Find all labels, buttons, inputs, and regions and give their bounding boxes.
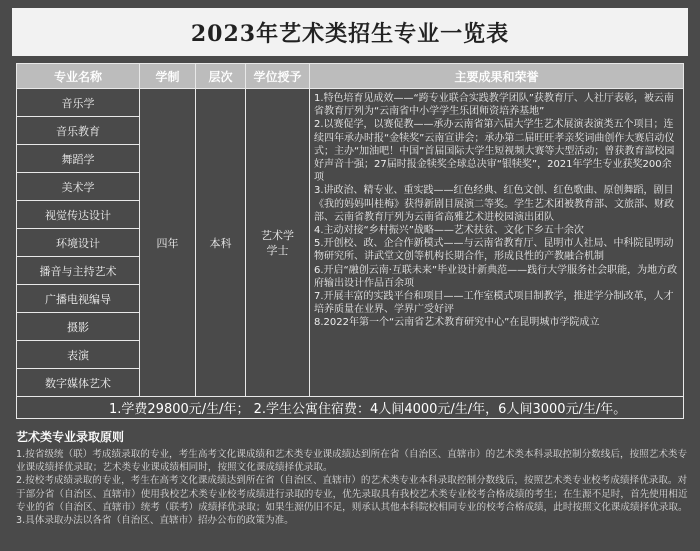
achievement-item: 4.主动对接“乡村振兴”战略——艺术扶贫、文化下乡五十余次 — [314, 225, 584, 237]
degree-cell — [246, 89, 310, 396]
page-title: 2023年艺术类招生专业一览表 — [190, 20, 510, 47]
achievement-item: 2.以赛促学，以赛促教——承办云南省第六届大学生艺术展演表演类五个项目；连续四年承办时报“金犊奖”云南宣讲会；承办第二届旺旺孝亲奖词曲创作大赛启动仪式；主办“加油吧！中国”首届国际大学生短视频大赛等大型活动；曾获教育部校园好声音十强；27届时报金犊奖全球总决审“银犊奖”，2021年学生专业获奖200余项 — [314, 119, 675, 184]
principles-heading: 艺术类专业录取原则 — [16, 430, 125, 444]
table-header-row — [17, 64, 683, 88]
achievement-item: 5.开创校、政、企合作新模式——与云南省教育厅、昆明市人社局、中科院昆明动物研究所、讲武堂文创等机构长期合作，形成良性的产教融合机制 — [314, 238, 674, 263]
major-item: 广播电视编导 — [17, 285, 139, 313]
header-duration: 学制 — [140, 64, 196, 88]
majors-column — [17, 89, 140, 396]
major-item: 音乐教育 — [17, 117, 139, 145]
title-banner — [12, 8, 688, 56]
achievement-item: 1.特色培育见成效——“跨专业联合实践教学团队”获教育厅、人社厅表彰，被云南省教育厅列为“云南省中小学学生乐团师资培养基地” — [314, 93, 674, 118]
achievements-cell — [310, 89, 683, 396]
major-item: 播音与主持艺术 — [17, 257, 139, 285]
duration-cell: 四年 — [140, 89, 196, 396]
major-item: 摄影 — [17, 313, 139, 341]
achievement-item: 8.2022年第一个“云南省艺术教育研究中心”在昆明城市学院成立 — [314, 317, 600, 329]
major-item: 舞蹈学 — [17, 145, 139, 173]
achievement-item: 7.开展丰富的实践平台和项目——工作室模式项目制教学，推进学分制改革，人才培养质量在业界、学界广受好评 — [314, 291, 674, 316]
major-item: 环境设计 — [17, 229, 139, 257]
fees-row: 1.学费29800元/生/年； 2.学生公寓住宿费：4人间4000元/生/年，6人间3000元/生/年。 — [17, 396, 683, 418]
principle-item: 2.按校考成绩录取的专业，考生在高考文化课成绩达到所在省（自治区、直辖市）的艺术类专业本科录取控制分数线后，按照艺术类专业校考成绩择优录取。对于部分省（自治区、直辖市）使用我校艺术类专业校考成绩进行录取的专业，优先录取具有我校艺术类专业校考合格成绩的考生；在生源不足时，首先使用相近专业的省（自治区、直辖市）统考（联考）成绩择优录取；如果生源仍旧不足，则承认其他本科院校相同专业的校考合格成绩，此时按照文化课成绩择优录取。 — [16, 475, 688, 513]
level-cell: 本科 — [196, 89, 246, 396]
principle-item: 1.按省级统（联）考成绩录取的专业，考生高考文化课成绩和艺术类专业课成绩达到所在省（自治区、直辖市）的艺术类本科录取控制分数线后，按照艺术类专业课成绩择优录取；艺术类专业课成绩相同时，按照文化课成绩择优录取。 — [16, 449, 688, 474]
major-item: 美术学 — [17, 173, 139, 201]
majors-table — [16, 63, 684, 419]
header-level: 层次 — [196, 64, 246, 88]
achievement-item: 6.开启“融创云南·互联未来”毕业设计新典范——践行大学服务社会职能，为地方政府输出设计作品百余项 — [314, 264, 678, 289]
table-body — [17, 88, 683, 396]
admission-principles — [16, 428, 692, 527]
major-item: 视觉传达设计 — [17, 201, 139, 229]
major-item: 数字媒体艺术 — [45, 376, 111, 390]
header-achievements: 主要成果和荣誉 — [454, 69, 539, 84]
header-degree: 学位授予 — [246, 64, 310, 88]
major-item: 音乐学 — [17, 89, 139, 117]
header-major-name: 专业名称 — [17, 64, 140, 88]
achievement-item: 3.讲政治、精专业、重实践——红色经典、红色文创、红色歌曲、原创舞蹈，剧目《我的妈妈叫桂梅》获得新剧目展演二等奖。学生艺术团被教育部、文旅部、财政部、云南省教育厅列为云南省高雅艺术进校园演出团队 — [314, 185, 674, 223]
major-item: 表演 — [17, 341, 139, 369]
principle-item: 3.具体录取办法以各省（自治区、直辖市）招办公布的政策为准。 — [16, 515, 294, 527]
degree-line-2: 学士 — [266, 243, 289, 257]
degree-line-1: 艺术学 — [261, 228, 294, 242]
